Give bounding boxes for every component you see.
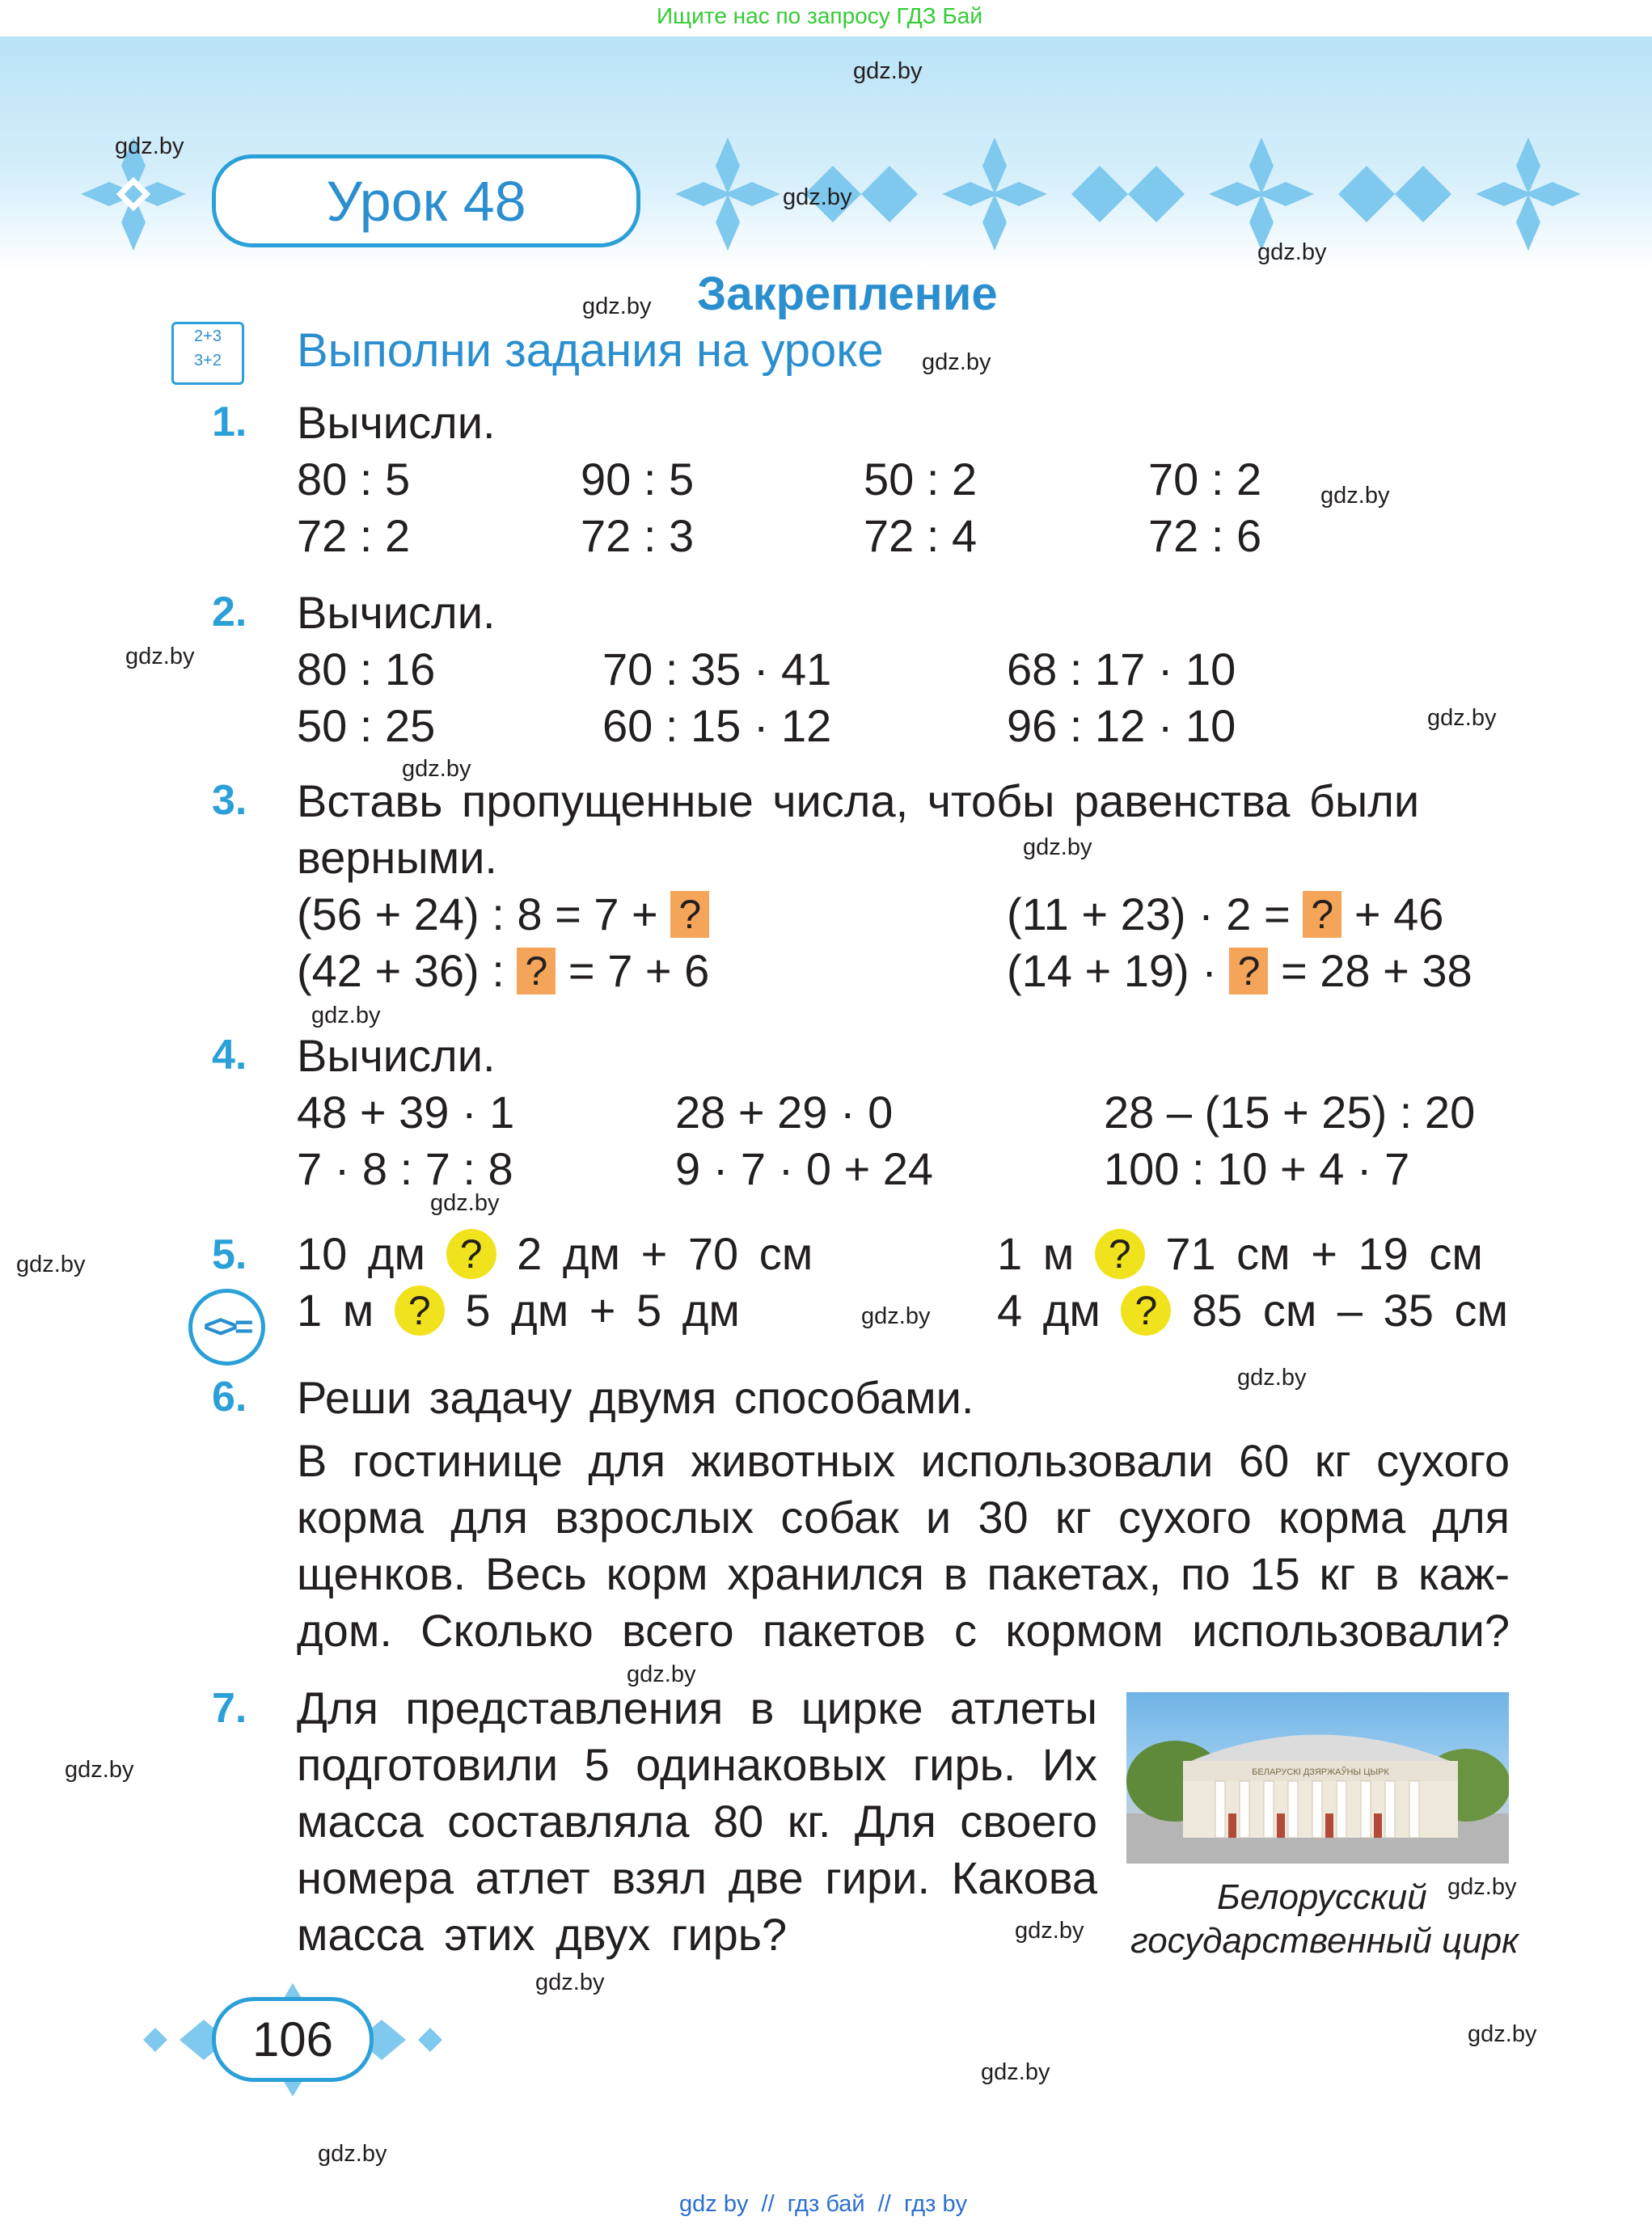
watermark: gdz.by	[1447, 1874, 1517, 1900]
task-4-expr: 28 – (15 + 25) : 20	[1104, 1087, 1476, 1138]
missing-number-box[interactable]: ?	[670, 891, 709, 938]
problem-line: подготовили 5 одинаковых гирь. Их	[297, 1739, 1097, 1790]
task-3-equation-1	[297, 888, 709, 940]
circus-sign: БЕЛАРУСКІ ДЗЯРЖАЎНЫ ЦЫРК	[1252, 1767, 1389, 1777]
lesson-title	[212, 154, 640, 247]
task-5-comparison-1	[297, 1227, 813, 1280]
top-banner: Ищите нас по запросу ГДЗ Бай	[657, 3, 983, 28]
task-4-expr: 48 + 39 · 1	[297, 1087, 515, 1138]
watermark: gdz.by	[1468, 2021, 1537, 2047]
watermark: gdz.by	[535, 1970, 605, 1995]
watermark: gdz.by	[1320, 483, 1390, 509]
watermark: gdz.by	[783, 184, 852, 210]
task-2-expr: 70 : 35 · 41	[602, 644, 832, 695]
task-3-number: 3.	[212, 777, 247, 824]
task-1-expr: 90 : 5	[581, 454, 695, 505]
missing-number-box[interactable]: ?	[1229, 948, 1268, 994]
compare-sign-circle[interactable]: ?	[1121, 1286, 1171, 1336]
watermark: gdz.by	[1023, 834, 1092, 860]
compare-sign-circle[interactable]: ?	[446, 1229, 496, 1279]
problem-line: щенков. Весь корм хранился в пакетах, по 15 кг в каж-	[297, 1548, 1510, 1599]
cmp-text: 85 см – 35 см	[1192, 1285, 1508, 1336]
eq-text: = 28 + 38	[1268, 945, 1472, 996]
watermark: gdz.by	[1427, 705, 1497, 731]
task-2-expr: 68 : 17 · 10	[1007, 644, 1236, 695]
task-3-title: Вставь пропущенные числа, чтобы равенства были	[297, 775, 1420, 826]
task-1-title: Вычисли.	[297, 397, 496, 448]
watermark: gdz.by	[16, 1252, 86, 1277]
task-6-title: Реши задачу двумя способами.	[297, 1372, 974, 1423]
missing-number-box[interactable]: ?	[1303, 891, 1341, 938]
eq-text: (14 + 19) ·	[1007, 945, 1230, 996]
problem-line: корма для взрослых собак и 30 кг сухого корма для	[297, 1492, 1510, 1543]
cmp-text: 1 м	[997, 1228, 1075, 1279]
task-1-expr: 72 : 2	[297, 510, 411, 561]
task-1-expr: 72 : 6	[1148, 510, 1262, 561]
cmp-text: 10 дм	[297, 1228, 426, 1279]
cmp-text: 5 дм + 5 дм	[465, 1285, 740, 1336]
task-4-title: Вычисли.	[297, 1030, 496, 1081]
missing-number-box[interactable]: ?	[517, 948, 556, 994]
watermark: gdz.by	[125, 644, 195, 669]
eq-text: = 7 + 6	[556, 945, 710, 996]
watermark: gdz.by	[402, 756, 471, 782]
task-5-number: 5.	[212, 1231, 247, 1278]
page-number	[212, 1997, 374, 2082]
watermark: gdz.by	[1237, 1365, 1307, 1391]
compare-icon-glyph: <>=	[203, 1309, 251, 1345]
task-2-expr: 60 : 15 · 12	[602, 700, 832, 751]
task-7-problem	[297, 1680, 1097, 1963]
task-1-number: 1.	[212, 399, 247, 445]
problem-line: масса составляла 80 кг. Для своего	[297, 1796, 1097, 1847]
lesson-subtitle: Закрепление	[697, 268, 998, 320]
cmp-text: 1 м	[297, 1285, 374, 1336]
photo-caption-line1: Белорусский	[1217, 1877, 1427, 1917]
eq-text: + 46	[1341, 889, 1444, 939]
watermark: gdz.by	[1257, 239, 1327, 265]
watermark: gdz.by	[981, 2059, 1050, 2085]
watermark: gdz.by	[430, 1190, 500, 1216]
watermark: gdz.by	[922, 349, 991, 375]
task-6-number: 6.	[212, 1374, 247, 1421]
photo-caption-line2: государственный цирк	[1130, 1921, 1519, 1961]
eq-text: (56 + 24) : 8 = 7 +	[297, 889, 671, 939]
watermark: gdz.by	[853, 58, 923, 84]
watermark: gdz.by	[311, 1003, 381, 1028]
cmp-text: 71 см + 19 см	[1165, 1228, 1483, 1279]
watermark: gdz.by	[1015, 1918, 1084, 1944]
task-5-comparison-4	[997, 1284, 1508, 1336]
task-4-expr: 100 : 10 + 4 · 7	[1104, 1143, 1410, 1194]
task-4-expr: 7 · 8 : 7 : 8	[297, 1143, 513, 1194]
task-5-comparison-2	[997, 1227, 1483, 1280]
task-3-equation-2	[1007, 888, 1443, 940]
lesson-instruction: Выполни задания на уроке	[297, 324, 884, 377]
watermark: gdz.by	[65, 1757, 134, 1783]
problem-line: номера атлет взял две гири. Какова	[297, 1852, 1097, 1903]
task-4-number: 4.	[212, 1032, 247, 1079]
eq-text: (42 + 36) :	[297, 945, 518, 996]
task-6-problem	[297, 1433, 1510, 1659]
eq-text: (11 + 23) · 2 =	[1007, 889, 1303, 939]
compare-sign-circle[interactable]: ?	[1095, 1229, 1145, 1279]
task-4-expr: 28 + 29 · 0	[675, 1087, 894, 1138]
circus-photo	[1126, 1692, 1509, 1864]
footer-links[interactable]: gdz by // гдз бай // гдз by	[679, 2191, 968, 2217]
circus-building-illustration	[1126, 1692, 1509, 1864]
watermark: gdz.by	[115, 133, 184, 159]
cmp-text: 4 дм	[997, 1285, 1101, 1336]
watermark: gdz.by	[582, 293, 652, 319]
problem-line: масса этих двух гирь?	[297, 1909, 788, 1960]
task-7-number: 7.	[212, 1685, 247, 1732]
task-2-expr: 50 : 25	[297, 700, 436, 751]
task-2-number: 2.	[212, 589, 247, 635]
task-1-expr: 72 : 3	[581, 510, 695, 561]
problem-line: Для представления в цирке атлеты	[297, 1682, 1097, 1733]
problem-line: В гостинице для животных использовали 60 кг сухого	[297, 1435, 1510, 1486]
board-icon-line1: 2+3	[194, 327, 222, 345]
task-2-expr: 80 : 16	[297, 644, 436, 695]
task-3-equation-4	[1007, 944, 1472, 997]
watermark: gdz.by	[627, 1661, 696, 1687]
problem-line: дом. Сколько всего пакетов с кормом использовали?	[297, 1605, 1510, 1656]
task-1-expr: 80 : 5	[297, 454, 411, 505]
lesson-title-text: Урок 48	[326, 169, 526, 233]
task-5-comparison-3	[297, 1284, 740, 1336]
watermark: gdz.by	[861, 1303, 931, 1329]
watermark: gdz.by	[318, 2141, 387, 2167]
task-2-expr: 96 : 12 · 10	[1007, 700, 1236, 751]
task-1-expr: 50 : 2	[864, 454, 978, 505]
compare-sign-circle[interactable]: ?	[395, 1286, 445, 1336]
task-1-expr: 70 : 2	[1148, 454, 1262, 505]
task-2-title: Вычисли.	[297, 587, 496, 638]
board-icon	[171, 322, 244, 385]
compare-icon	[188, 1289, 265, 1366]
task-1-expr: 72 : 4	[864, 510, 978, 561]
task-3-title-cont: верными.	[297, 832, 497, 883]
page-number-text: 106	[251, 2012, 334, 2067]
task-4-expr: 9 · 7 · 0 + 24	[675, 1143, 934, 1194]
cmp-text: 2 дм + 70 см	[517, 1228, 813, 1279]
task-3-equation-3	[297, 944, 709, 997]
board-icon-line2: 3+2	[194, 352, 222, 369]
